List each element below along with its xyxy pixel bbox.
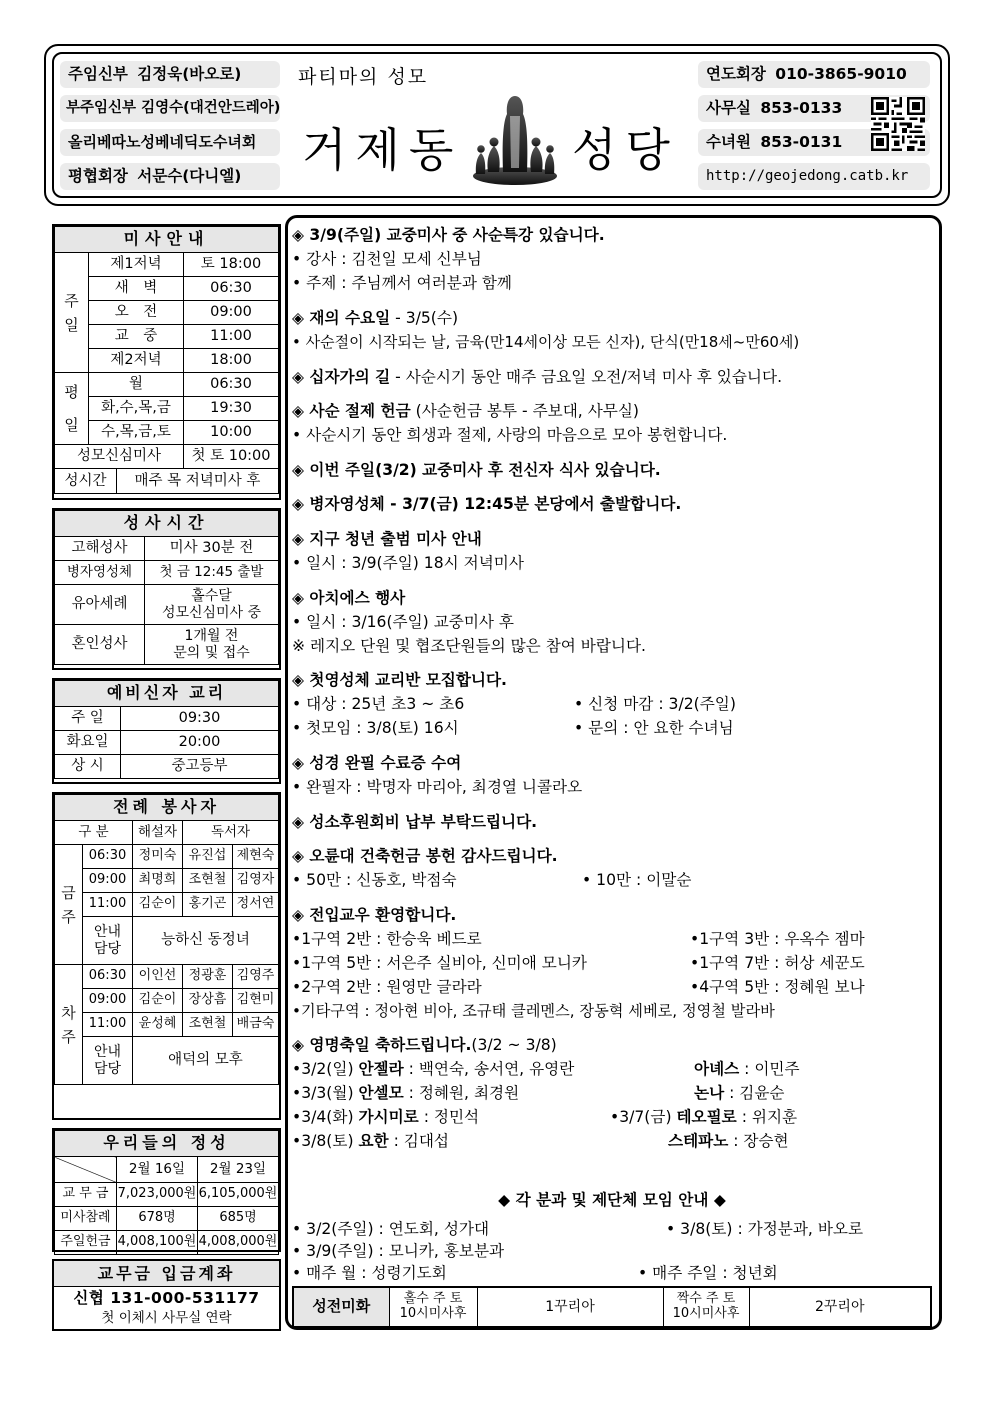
holy-hour-time: 매주 목 저녁미사 후: [134, 473, 261, 489]
notice-detail: • 사순시기 동안 희생과 절제, 사랑의 마음으로 모아 봉헌합니다.: [292, 426, 728, 444]
altar-flower-label: 성전미화: [293, 1287, 389, 1327]
sacrament-value: 미사 30분 전: [145, 537, 279, 561]
offering-value: 685명: [198, 1207, 279, 1231]
council-president-name: 평협회장 서문수(다니엘): [60, 163, 280, 190]
server-person: 조현철: [183, 869, 233, 893]
server-person: 홍기곤: [183, 893, 233, 917]
assistant-pastor-name: 부주임신부 김영수(대건안드레아): [60, 95, 280, 122]
server-person: 정광훈: [183, 965, 233, 989]
server-time: 09:00: [83, 989, 133, 1013]
server-person: 유진섭: [183, 845, 233, 869]
feast-line: •3/2(일) 안젤라 : 백연숙, 송서연, 유영란 아녜스 : 이민주: [292, 1060, 800, 1078]
mass-name: 월: [89, 373, 184, 397]
notice-detail: •기타구역 : 정아현 비아, 조규태 클레멘스, 장동혁 세베로, 정영철 발라바: [292, 1002, 775, 1020]
mass-name: 오 전: [89, 301, 184, 325]
server-person: 제현숙: [233, 845, 279, 869]
servers-head-lector: 독서자: [183, 821, 279, 845]
offering-value: 6,105,000원: [198, 1183, 279, 1207]
convent-phone: 수녀원 853-0131: [698, 129, 930, 156]
odd-week-label: 홀수 주 토 10시미사후: [389, 1287, 477, 1327]
even-week-curia: 2꾸리아: [749, 1287, 931, 1327]
notice-detail: • 첫모임 : 3/8(토) 16시 • 문의 : 안 요한 수녀님: [292, 719, 734, 737]
mass-time: 11:00: [184, 325, 279, 349]
notice-heading: ◈ 3/9(주일) 교중미사 중 사순특강 있습니다.: [292, 226, 605, 244]
server-person: 장상흠: [183, 989, 233, 1013]
feast-line: •3/8(토) 요한 : 김대섭 스테파노 : 장승현: [292, 1132, 789, 1150]
church-logo-icon: [470, 92, 560, 186]
mass-schedule-title: 미사안내: [55, 227, 279, 253]
notice-detail: • 주제 : 주님께서 여러분과 함께: [292, 274, 512, 292]
guide-group: 애덕의 모후: [133, 1037, 279, 1085]
notice-detail: ※ 레지오 단원 및 협조단원들의 많은 참여 바랍니다.: [292, 637, 646, 655]
notice-heading: ◈ 병자영성체 - 3/7(금) 12:45분 본당에서 출발합니다.: [292, 495, 682, 513]
website-link[interactable]: http://geojedong.catb.kr: [698, 163, 930, 190]
mass-name: 성모신심미사: [55, 445, 184, 469]
sacrament-value: 첫 금 12:45 출발: [145, 561, 279, 585]
offering-date: 2월 16일: [117, 1157, 198, 1183]
pastor-name: 주임신부 김정욱(바오로): [60, 61, 280, 88]
account-box: [52, 1259, 281, 1331]
mass-name: 제2저녁: [89, 349, 184, 373]
notice-detail: • 강사 : 김천일 모세 신부님: [292, 250, 482, 268]
this-week-label: 금주: [55, 845, 83, 965]
notice-heading: ◈ 성소후원회비 납부 부탁드립니다.: [292, 813, 538, 831]
offering-value: 4,008,100원: [117, 1231, 198, 1255]
catechumen-day: 화요일: [55, 731, 121, 755]
offering-corner-cell: [55, 1157, 117, 1183]
guide-label: 안내 담당: [83, 917, 133, 965]
offering-value: 7,023,000원: [117, 1183, 198, 1207]
notice-detail: • 50만 : 신동호, 박점숙 • 10만 : 이말순: [292, 871, 692, 889]
server-person: 김현미: [233, 989, 279, 1013]
offering-box: [52, 1128, 281, 1252]
server-person: 최명희: [133, 869, 183, 893]
catechumen-title: 예비신자 교리: [55, 681, 279, 707]
notice-heading: ◈ 지구 청년 출범 미사 안내: [292, 530, 482, 548]
server-person: 김영주: [233, 965, 279, 989]
notice-heading: ◈ 오륜대 건축헌금 봉헌 감사드립니다.: [292, 847, 558, 865]
server-person: 김영자: [233, 869, 279, 893]
next-week-label: 차주: [55, 965, 83, 1085]
catechumen-day: 주 일: [55, 707, 121, 731]
notice-heading: ◈ 아치에스 행사: [292, 589, 406, 607]
account-note: 첫 이체시 사무실 연락: [101, 1310, 232, 1326]
offering-date: 2월 23일: [198, 1157, 279, 1183]
mass-name: 교 중: [89, 325, 184, 349]
notice-heading: ◈ 영명축일 축하드립니다.(3/2 ~ 3/8): [292, 1036, 557, 1054]
catechumen-day: 상 시: [55, 755, 121, 779]
sacrament-title: 성사시간: [55, 511, 279, 537]
offering-label: 교 무 금: [55, 1183, 117, 1207]
server-person: 배금숙: [233, 1013, 279, 1037]
notice-heading: ◈ 사순 절제 헌금 (사순헌금 봉투 - 주보대, 사무실): [292, 402, 639, 420]
server-time: 09:00: [83, 869, 133, 893]
meeting-line: • 3/9(주일) : 모니카, 홍보분과: [292, 1242, 505, 1260]
server-person: 김순이: [133, 893, 183, 917]
meeting-line: • 매주 월 : 성령기도회 • 매주 주일 : 청년회: [292, 1264, 778, 1282]
server-person: 이인선: [133, 965, 183, 989]
notice-detail: •2구역 2반 : 원영만 글라라 •4구역 5반 : 정혜원 보나: [292, 978, 865, 996]
notice-heading: ◈ 첫영성체 교리반 모집합니다.: [292, 671, 507, 689]
altar-flower-row: [292, 1286, 932, 1326]
notice-detail: • 대상 : 25년 초3 ~ 초6 • 신청 마감 : 3/2(주일): [292, 695, 736, 713]
convent-name: 올리베따노성베네딕도수녀회: [60, 129, 280, 156]
account-number: 신협 131-000-531177: [73, 1289, 260, 1307]
servers-head-commentator: 해설자: [133, 821, 183, 845]
guide-group: 능하신 동정녀: [133, 917, 279, 965]
sacrament-value: 1개월 전 문의 및 접수: [145, 625, 279, 665]
server-person: 정서연: [233, 893, 279, 917]
qr-code-icon[interactable]: [871, 97, 925, 151]
office-phone: 사무실 853-0133: [698, 95, 930, 122]
server-person: 조현철: [183, 1013, 233, 1037]
guide-label: 안내 담당: [83, 1037, 133, 1085]
sacrament-name: 유아세례: [55, 585, 145, 625]
feast-line: •3/4(화) 가시미로 : 정민석 •3/7(금) 테오필로 : 위지훈: [292, 1108, 798, 1126]
servers-title: 전례 봉사자: [55, 795, 279, 821]
mass-time: 첫 토 10:00: [184, 445, 279, 469]
mass-time: 10:00: [184, 421, 279, 445]
meetings-title: ◆ 각 분과 및 제단체 모임 안내 ◆: [498, 1191, 726, 1209]
server-time: 06:30: [83, 845, 133, 869]
meeting-line: • 3/2(주일) : 연도회, 성가대 • 3/8(토) : 가정분과, 바오로: [292, 1220, 864, 1238]
offering-label: 주일헌금: [55, 1231, 117, 1255]
catechumen-box: [52, 678, 281, 784]
servers-box: [52, 792, 281, 1120]
server-time: 06:30: [83, 965, 133, 989]
server-time: 11:00: [83, 893, 133, 917]
notice-detail: •1구역 5반 : 서은주 실비아, 신미애 모니카 •1구역 7반 : 허상 세꾼도: [292, 954, 865, 972]
account-title: 교무금 입금계좌: [54, 1261, 279, 1287]
sacrament-name: 고해성사: [55, 537, 145, 561]
mass-time: 06:30: [184, 373, 279, 397]
server-person: 윤성혜: [133, 1013, 183, 1037]
offering-value: 4,008,000원: [198, 1231, 279, 1255]
funeral-chief-phone: 연도회장 010-3865-9010: [698, 61, 930, 88]
weekday-label: 평일: [55, 373, 89, 445]
church-title-right: 성당: [572, 123, 679, 177]
sacrament-value: 홀수달 성모신심미사 중: [145, 585, 279, 625]
notice-heading: ◈ 전입교우 환영합니다.: [292, 906, 457, 924]
mass-name: 새 벽: [89, 277, 184, 301]
offering-title: 우리들의 정성: [55, 1131, 279, 1157]
mass-time: 토 18:00: [184, 253, 279, 277]
catechumen-time: 09:30: [121, 707, 279, 731]
mass-name: 제1저녁: [89, 253, 184, 277]
church-title-left: 거제동: [302, 123, 463, 177]
mass-name: 수,목,금,토: [89, 421, 184, 445]
notice-detail: •1구역 2반 : 한승욱 베드로 •1구역 3반 : 우옥수 젬마: [292, 930, 865, 948]
notice-detail: • 완필자 : 박명자 마리아, 최경열 니콜라오: [292, 778, 583, 796]
server-person: 김순이: [133, 989, 183, 1013]
notice-heading: ◈ 재의 수요일 - 3/5(수): [292, 309, 459, 327]
notice-heading: ◈ 이번 주일(3/2) 교중미사 후 전신자 식사 있습니다.: [292, 461, 661, 479]
notice-heading: ◈ 성경 완필 수료증 수여: [292, 754, 462, 772]
sacrament-name: 혼인성사: [55, 625, 145, 665]
catechumen-time: 20:00: [121, 731, 279, 755]
holy-hour-row: [55, 469, 279, 494]
server-time: 11:00: [83, 1013, 133, 1037]
notice-detail: • 일시 : 3/9(주일) 18시 저녁미사: [292, 554, 524, 572]
servers-head-division: 구 분: [55, 821, 133, 845]
holy-hour-label: 성시간: [55, 469, 117, 493]
mass-time: 06:30: [184, 277, 279, 301]
offering-value: 678명: [117, 1207, 198, 1231]
sacrament-name: 병자영성체: [55, 561, 145, 585]
mass-schedule-box: [52, 224, 281, 500]
even-week-label: 짝수 주 토 10시미사후: [663, 1287, 749, 1327]
sacrament-box: [52, 508, 281, 670]
mass-time: 18:00: [184, 349, 279, 373]
church-subtitle: 파티마의 성모: [298, 66, 429, 88]
mass-time: 09:00: [184, 301, 279, 325]
mass-name: 화,수,목,금: [89, 397, 184, 421]
notice-detail: • 일시 : 3/16(주일) 교중미사 후: [292, 613, 514, 631]
server-person: 정미숙: [133, 845, 183, 869]
sunday-label: 주일: [55, 253, 89, 373]
notice-heading: ◈ 십자가의 길 - 사순시기 동안 매주 금요일 오전/저녁 미사 후 있습니다.: [292, 368, 783, 386]
odd-week-curia: 1꾸리아: [477, 1287, 663, 1327]
notice-detail: • 사순절이 시작되는 날, 금육(만14세이상 모든 신자), 단식(만18세~만60세): [292, 333, 800, 351]
catechumen-time: 중고등부: [121, 755, 279, 779]
offering-label: 미사참례: [55, 1207, 117, 1231]
mass-time: 19:30: [184, 397, 279, 421]
feast-line: •3/3(월) 안셀모 : 정혜원, 최경원 논나 : 김윤순: [292, 1084, 785, 1102]
